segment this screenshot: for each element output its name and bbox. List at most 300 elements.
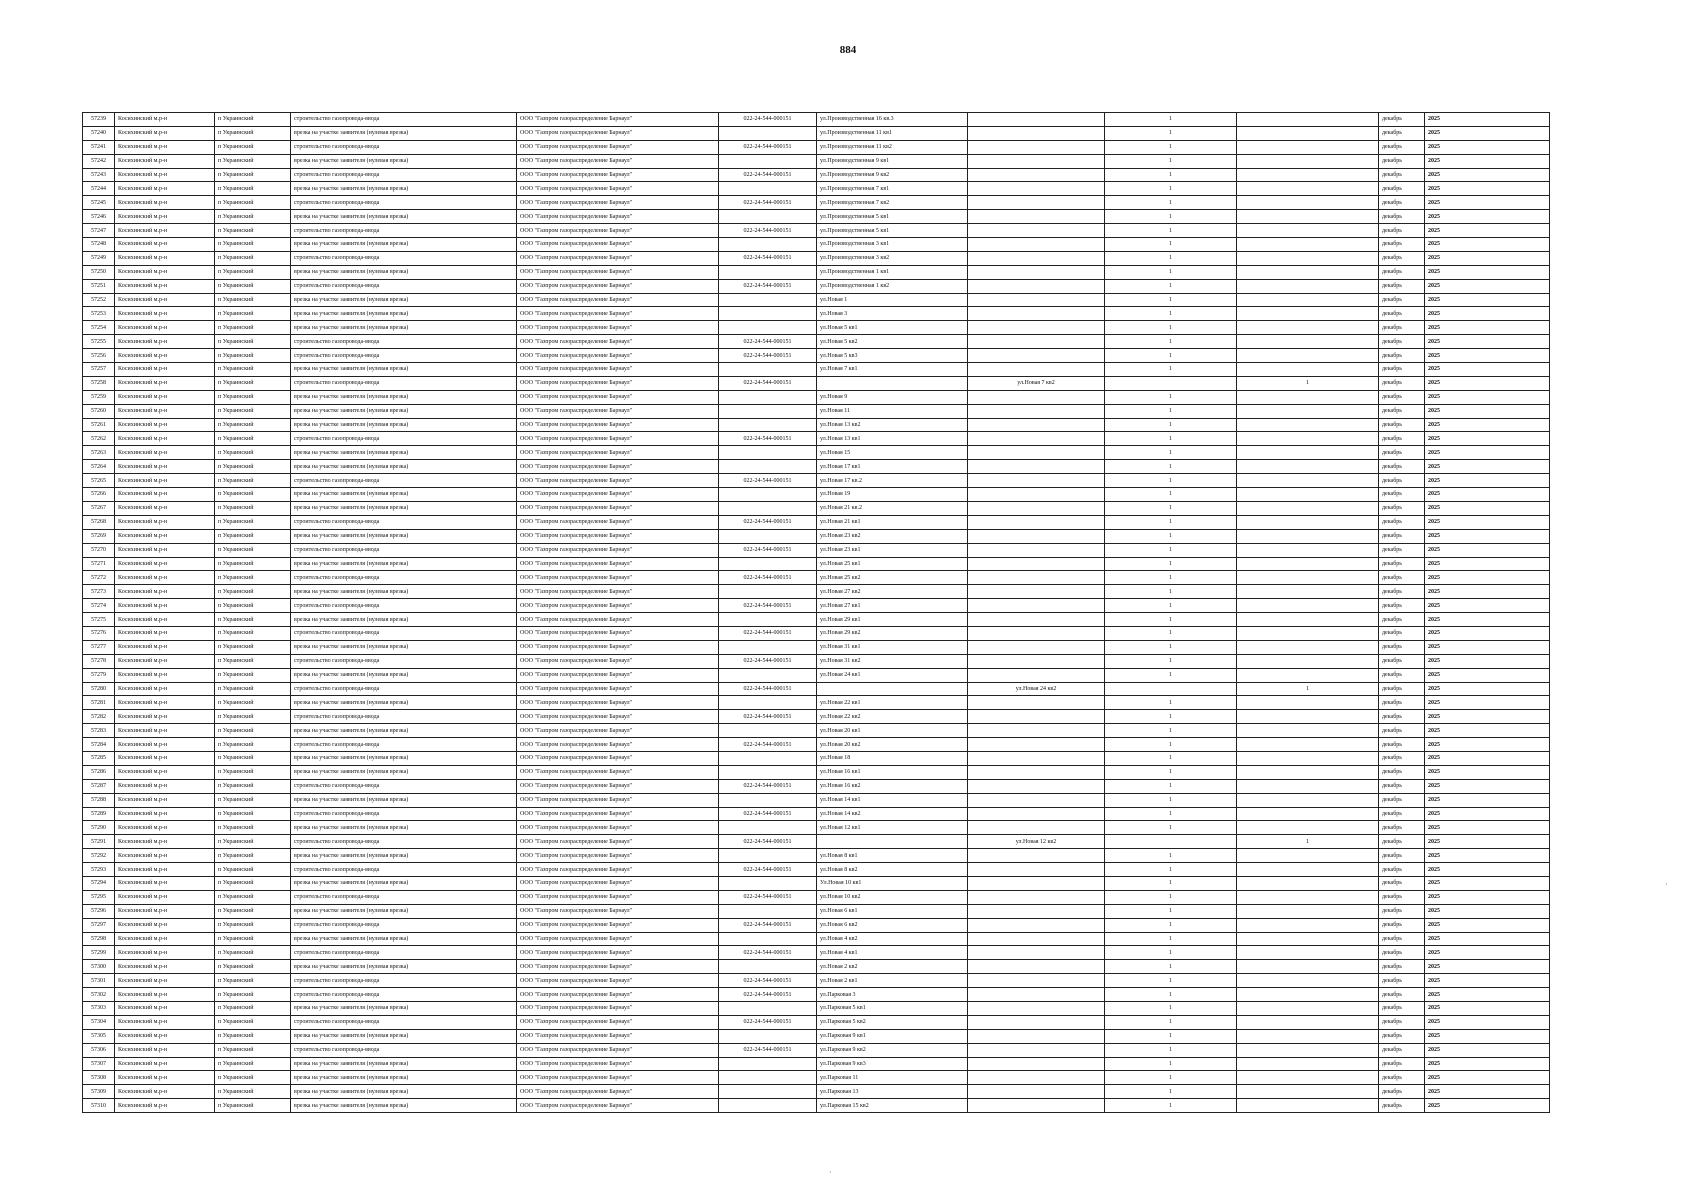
cell-year: 2025 <box>1425 1057 1550 1071</box>
cell-month: декабрь <box>1379 168 1425 182</box>
cell-district: Косихинский м.р-н <box>115 543 215 557</box>
cell-district: Косихинский м.р-н <box>115 376 215 390</box>
cell-year: 2025 <box>1425 571 1550 585</box>
cell-extra-address <box>968 432 1105 446</box>
cell-settlement: п Украинский <box>215 543 291 557</box>
cell-address: ул.Новая 11 <box>817 404 968 418</box>
cell-qty: 1 <box>1105 863 1237 877</box>
cell-extra-qty <box>1237 265 1379 279</box>
cell-id: 57273 <box>83 585 115 599</box>
scan-mark: · <box>829 1168 832 1177</box>
cell-year: 2025 <box>1425 960 1550 974</box>
cell-address: ул.Производственная 5 кв1 <box>817 224 968 238</box>
cell-qty: 1 <box>1105 335 1237 349</box>
cell-extra-qty <box>1237 446 1379 460</box>
cell-contract: 022-24-544-000151 <box>719 168 817 182</box>
cell-id: 57302 <box>83 988 115 1002</box>
cell-address <box>817 835 968 849</box>
cell-district: Косихинский м.р-н <box>115 696 215 710</box>
cell-address: ул.Парковая 15 кв2 <box>817 1099 968 1113</box>
cell-work: строительство газопровода-ввода <box>291 349 517 363</box>
cell-extra-address <box>968 710 1105 724</box>
cell-extra-address <box>968 1057 1105 1071</box>
table-row <box>83 1085 1550 1099</box>
cell-contract: 022-24-544-000151 <box>719 807 817 821</box>
cell-settlement: п Украинский <box>215 1071 291 1085</box>
cell-year: 2025 <box>1425 418 1550 432</box>
table-row <box>83 835 1550 849</box>
cell-year: 2025 <box>1425 460 1550 474</box>
cell-id: 57251 <box>83 279 115 293</box>
cell-district: Косихинский м.р-н <box>115 765 215 779</box>
cell-district: Косихинский м.р-н <box>115 835 215 849</box>
cell-contract <box>719 501 817 515</box>
cell-year: 2025 <box>1425 140 1550 154</box>
cell-qty: 1 <box>1105 626 1237 640</box>
cell-qty: 1 <box>1105 904 1237 918</box>
table-row <box>83 446 1550 460</box>
cell-extra-qty <box>1237 251 1379 265</box>
cell-settlement: п Украинский <box>215 613 291 627</box>
cell-id: 57278 <box>83 654 115 668</box>
cell-month: декабрь <box>1379 182 1425 196</box>
cell-extra-qty <box>1237 557 1379 571</box>
cell-qty: 1 <box>1105 321 1237 335</box>
cell-work: строительство газопровода-ввода <box>291 224 517 238</box>
cell-year: 2025 <box>1425 238 1550 252</box>
cell-extra-address <box>968 1015 1105 1029</box>
cell-district: Косихинский м.р-н <box>115 654 215 668</box>
cell-month: декабрь <box>1379 1015 1425 1029</box>
cell-work: врезка на участке заявителя (нулевая врезка) <box>291 640 517 654</box>
cell-month: декабрь <box>1379 751 1425 765</box>
cell-year: 2025 <box>1425 1085 1550 1099</box>
cell-extra-qty <box>1237 363 1379 377</box>
cell-district: Косихинский м.р-н <box>115 515 215 529</box>
cell-settlement: п Украинский <box>215 571 291 585</box>
cell-work: строительство газопровода-ввода <box>291 571 517 585</box>
cell-address: ул.Производственная 16 кв.3 <box>817 113 968 127</box>
cell-settlement: п Украинский <box>215 349 291 363</box>
table-row <box>83 168 1550 182</box>
cell-district: Косихинский м.р-н <box>115 849 215 863</box>
cell-extra-qty <box>1237 474 1379 488</box>
cell-qty: 1 <box>1105 210 1237 224</box>
cell-year: 2025 <box>1425 640 1550 654</box>
table-row <box>83 265 1550 279</box>
cell-settlement: п Украинский <box>215 515 291 529</box>
cell-district: Косихинский м.р-н <box>115 988 215 1002</box>
cell-extra-qty <box>1237 224 1379 238</box>
cell-settlement: п Украинский <box>215 432 291 446</box>
cell-extra-address <box>968 793 1105 807</box>
cell-extra-qty <box>1237 390 1379 404</box>
cell-month: декабрь <box>1379 279 1425 293</box>
table-row <box>83 182 1550 196</box>
cell-year: 2025 <box>1425 321 1550 335</box>
cell-id: 57291 <box>83 835 115 849</box>
cell-month: декабрь <box>1379 363 1425 377</box>
cell-contract <box>719 446 817 460</box>
cell-org: ООО "Газпром газораспределение Барнаул" <box>517 404 719 418</box>
cell-qty: 1 <box>1105 738 1237 752</box>
table-row <box>83 1029 1550 1043</box>
cell-address: ул.Новая 12 кв1 <box>817 821 968 835</box>
cell-contract: 022-24-544-000151 <box>719 251 817 265</box>
cell-district: Косихинский м.р-н <box>115 460 215 474</box>
cell-district: Косихинский м.р-н <box>115 557 215 571</box>
cell-extra-address: ул.Новая 7 кв2 <box>968 376 1105 390</box>
cell-contract <box>719 640 817 654</box>
cell-extra-address <box>968 210 1105 224</box>
cell-contract: 022-24-544-000151 <box>719 543 817 557</box>
cell-id: 57262 <box>83 432 115 446</box>
cell-org: ООО "Газпром газораспределение Барнаул" <box>517 363 719 377</box>
cell-contract <box>719 404 817 418</box>
cell-district: Косихинский м.р-н <box>115 613 215 627</box>
cell-id: 57267 <box>83 501 115 515</box>
cell-settlement: п Украинский <box>215 335 291 349</box>
cell-work: строительство газопровода-ввода <box>291 863 517 877</box>
cell-district: Косихинский м.р-н <box>115 168 215 182</box>
cell-address: ул.Новая 5 кв2 <box>817 335 968 349</box>
cell-address <box>817 682 968 696</box>
cell-org: ООО "Газпром газораспределение Барнаул" <box>517 821 719 835</box>
cell-work: врезка на участке заявителя (нулевая врезка) <box>291 293 517 307</box>
cell-district: Косихинский м.р-н <box>115 571 215 585</box>
cell-work: строительство газопровода-ввода <box>291 251 517 265</box>
cell-year: 2025 <box>1425 946 1550 960</box>
cell-contract <box>719 126 817 140</box>
cell-contract <box>719 265 817 279</box>
cell-extra-address <box>968 1099 1105 1113</box>
cell-extra-qty <box>1237 696 1379 710</box>
cell-qty: 1 <box>1105 140 1237 154</box>
cell-address: ул.Новая 17 кв.2 <box>817 474 968 488</box>
cell-work: строительство газопровода-ввода <box>291 168 517 182</box>
cell-contract: 022-24-544-000151 <box>719 196 817 210</box>
cell-qty: 1 <box>1105 613 1237 627</box>
cell-year: 2025 <box>1425 682 1550 696</box>
cell-work: строительство газопровода-ввода <box>291 376 517 390</box>
cell-address: ул.Новая 6 кв2 <box>817 918 968 932</box>
cell-district: Косихинский м.р-н <box>115 293 215 307</box>
cell-extra-address <box>968 765 1105 779</box>
cell-extra-address <box>968 751 1105 765</box>
cell-work: строительство газопровода-ввода <box>291 599 517 613</box>
cell-qty: 1 <box>1105 363 1237 377</box>
cell-month: декабрь <box>1379 1002 1425 1016</box>
cell-id: 57305 <box>83 1029 115 1043</box>
cell-id: 57258 <box>83 376 115 390</box>
cell-org: ООО "Газпром газораспределение Барнаул" <box>517 599 719 613</box>
cell-org: ООО "Газпром газораспределение Барнаул" <box>517 488 719 502</box>
cell-contract <box>719 696 817 710</box>
cell-month: декабрь <box>1379 154 1425 168</box>
cell-district: Косихинский м.р-н <box>115 432 215 446</box>
table-row <box>83 154 1550 168</box>
cell-extra-address <box>968 293 1105 307</box>
cell-qty: 1 <box>1105 974 1237 988</box>
cell-extra-address <box>968 363 1105 377</box>
cell-contract: 022-24-544-000151 <box>719 835 817 849</box>
cell-extra-qty <box>1237 585 1379 599</box>
cell-contract: 022-24-544-000151 <box>719 1015 817 1029</box>
cell-address: ул.Парковая 5 кв2 <box>817 1015 968 1029</box>
cell-extra-address <box>968 390 1105 404</box>
cell-org: ООО "Газпром газораспределение Барнаул" <box>517 446 719 460</box>
cell-qty: 1 <box>1105 529 1237 543</box>
cell-extra-address <box>968 196 1105 210</box>
cell-org: ООО "Газпром газораспределение Барнаул" <box>517 529 719 543</box>
cell-contract: 022-24-544-000151 <box>719 890 817 904</box>
cell-year: 2025 <box>1425 279 1550 293</box>
cell-qty: 1 <box>1105 126 1237 140</box>
table-row <box>83 113 1550 127</box>
cell-qty: 1 <box>1105 751 1237 765</box>
cell-org: ООО "Газпром газораспределение Барнаул" <box>517 974 719 988</box>
cell-district: Косихинский м.р-н <box>115 210 215 224</box>
cell-year: 2025 <box>1425 835 1550 849</box>
cell-work: строительство газопровода-ввода <box>291 710 517 724</box>
cell-work: врезка на участке заявителя (нулевая врезка) <box>291 1071 517 1085</box>
cell-work: врезка на участке заявителя (нулевая врезка) <box>291 529 517 543</box>
cell-org: ООО "Газпром газораспределение Барнаул" <box>517 1099 719 1113</box>
cell-id: 57298 <box>83 932 115 946</box>
cell-contract: 022-24-544-000151 <box>719 224 817 238</box>
cell-district: Косихинский м.р-н <box>115 279 215 293</box>
table-row <box>83 293 1550 307</box>
cell-settlement: п Украинский <box>215 182 291 196</box>
cell-settlement: п Украинский <box>215 488 291 502</box>
cell-settlement: п Украинский <box>215 849 291 863</box>
cell-year: 2025 <box>1425 751 1550 765</box>
cell-contract <box>719 613 817 627</box>
cell-extra-address <box>968 515 1105 529</box>
cell-qty: 1 <box>1105 474 1237 488</box>
cell-address: ул.Новая 10 кв2 <box>817 890 968 904</box>
cell-month: декабрь <box>1379 1085 1425 1099</box>
cell-settlement: п Украинский <box>215 626 291 640</box>
cell-extra-address <box>968 738 1105 752</box>
table-row <box>83 640 1550 654</box>
cell-settlement: п Украинский <box>215 557 291 571</box>
cell-work: врезка на участке заявителя (нулевая врезка) <box>291 1057 517 1071</box>
cell-id: 57265 <box>83 474 115 488</box>
cell-month: декабрь <box>1379 501 1425 515</box>
table-row <box>83 863 1550 877</box>
cell-district: Косихинский м.р-н <box>115 446 215 460</box>
cell-id: 57290 <box>83 821 115 835</box>
cell-work: врезка на участке заявителя (нулевая врезка) <box>291 265 517 279</box>
cell-org: ООО "Газпром газораспределение Барнаул" <box>517 571 719 585</box>
cell-contract: 022-24-544-000151 <box>719 474 817 488</box>
cell-district: Косихинский м.р-н <box>115 501 215 515</box>
cell-qty: 1 <box>1105 293 1237 307</box>
cell-district: Косихинский м.р-н <box>115 363 215 377</box>
cell-month: декабрь <box>1379 626 1425 640</box>
cell-district: Косихинский м.р-н <box>115 1071 215 1085</box>
cell-extra-address <box>968 321 1105 335</box>
cell-settlement: п Украинский <box>215 640 291 654</box>
cell-contract <box>719 529 817 543</box>
cell-address: ул.Производственная 5 кв1 <box>817 210 968 224</box>
cell-extra-address <box>968 474 1105 488</box>
cell-year: 2025 <box>1425 626 1550 640</box>
cell-extra-qty <box>1237 960 1379 974</box>
cell-year: 2025 <box>1425 349 1550 363</box>
cell-extra-address <box>968 571 1105 585</box>
cell-work: строительство газопровода-ввода <box>291 196 517 210</box>
cell-id: 57269 <box>83 529 115 543</box>
cell-qty: 1 <box>1105 224 1237 238</box>
cell-extra-qty <box>1237 710 1379 724</box>
table-row <box>83 793 1550 807</box>
cell-id: 57283 <box>83 724 115 738</box>
cell-district: Косихинский м.р-н <box>115 1002 215 1016</box>
cell-month: декабрь <box>1379 599 1425 613</box>
table-row <box>83 321 1550 335</box>
cell-contract <box>719 1029 817 1043</box>
cell-extra-qty <box>1237 988 1379 1002</box>
cell-work: врезка на участке заявителя (нулевая врезка) <box>291 613 517 627</box>
cell-qty: 1 <box>1105 1071 1237 1085</box>
cell-district: Косихинский м.р-н <box>115 807 215 821</box>
table-row <box>83 501 1550 515</box>
cell-org: ООО "Газпром газораспределение Барнаул" <box>517 210 719 224</box>
cell-extra-address <box>968 696 1105 710</box>
cell-year: 2025 <box>1425 890 1550 904</box>
cell-settlement: п Украинский <box>215 724 291 738</box>
cell-work: врезка на участке заявителя (нулевая врезка) <box>291 904 517 918</box>
cell-contract: 022-24-544-000151 <box>719 682 817 696</box>
cell-year: 2025 <box>1425 932 1550 946</box>
cell-address: ул.Новая 25 кв1 <box>817 557 968 571</box>
cell-work: строительство газопровода-ввода <box>291 779 517 793</box>
cell-qty: 1 <box>1105 279 1237 293</box>
cell-extra-qty <box>1237 543 1379 557</box>
cell-id: 57292 <box>83 849 115 863</box>
cell-extra-address <box>968 821 1105 835</box>
cell-contract <box>719 876 817 890</box>
cell-district: Косихинский м.р-н <box>115 307 215 321</box>
cell-address: ул.Новая 5 кв3 <box>817 349 968 363</box>
cell-work: строительство газопровода-ввода <box>291 835 517 849</box>
cell-qty: 1 <box>1105 501 1237 515</box>
cell-extra-qty <box>1237 1099 1379 1113</box>
cell-month: декабрь <box>1379 488 1425 502</box>
cell-settlement: п Украинский <box>215 585 291 599</box>
cell-qty: 1 <box>1105 543 1237 557</box>
cell-settlement: п Украинский <box>215 654 291 668</box>
cell-address: ул.Новая 4 кв2 <box>817 932 968 946</box>
cell-month: декабрь <box>1379 1071 1425 1085</box>
cell-extra-address <box>968 251 1105 265</box>
cell-year: 2025 <box>1425 1029 1550 1043</box>
cell-org: ООО "Газпром газораспределение Барнаул" <box>517 196 719 210</box>
cell-contract <box>719 793 817 807</box>
cell-address: ул.Новая 31 кв2 <box>817 654 968 668</box>
cell-district: Косихинский м.р-н <box>115 390 215 404</box>
cell-address: ул.Новая 29 кв2 <box>817 626 968 640</box>
cell-settlement: п Украинский <box>215 293 291 307</box>
cell-qty: 1 <box>1105 668 1237 682</box>
cell-id: 57276 <box>83 626 115 640</box>
cell-contract <box>719 1057 817 1071</box>
table-row <box>83 515 1550 529</box>
cell-extra-address <box>968 932 1105 946</box>
cell-address: ул.Производственная 9 кв1 <box>817 154 968 168</box>
cell-year: 2025 <box>1425 724 1550 738</box>
cell-id: 57293 <box>83 863 115 877</box>
cell-address: ул.Парковая 5 кв1 <box>817 1002 968 1016</box>
table-row <box>83 376 1550 390</box>
cell-work: врезка на участке заявителя (нулевая врезка) <box>291 696 517 710</box>
cell-year: 2025 <box>1425 293 1550 307</box>
cell-settlement: п Украинский <box>215 279 291 293</box>
cell-district: Косихинский м.р-н <box>115 154 215 168</box>
cell-address: ул.Новая 25 кв2 <box>817 571 968 585</box>
cell-org: ООО "Газпром газораспределение Барнаул" <box>517 376 719 390</box>
cell-extra-address <box>968 265 1105 279</box>
cell-address: ул.Новая 22 кв1 <box>817 696 968 710</box>
cell-extra-qty <box>1237 140 1379 154</box>
cell-address: ул.Новая 19 <box>817 488 968 502</box>
cell-contract: 022-24-544-000151 <box>719 738 817 752</box>
cell-org: ООО "Газпром газораспределение Барнаул" <box>517 1043 719 1057</box>
cell-qty: 1 <box>1105 710 1237 724</box>
cell-year: 2025 <box>1425 1015 1550 1029</box>
cell-month: декабрь <box>1379 1029 1425 1043</box>
cell-contract <box>719 210 817 224</box>
cell-org: ООО "Газпром газораспределение Барнаул" <box>517 807 719 821</box>
cell-work: врезка на участке заявителя (нулевая врезка) <box>291 668 517 682</box>
table-row <box>83 432 1550 446</box>
cell-month: декабрь <box>1379 696 1425 710</box>
cell-qty: 1 <box>1105 849 1237 863</box>
cell-district: Косихинский м.р-н <box>115 113 215 127</box>
cell-contract: 022-24-544-000151 <box>719 946 817 960</box>
cell-year: 2025 <box>1425 113 1550 127</box>
cell-id: 57245 <box>83 196 115 210</box>
cell-org: ООО "Газпром газораспределение Барнаул" <box>517 432 719 446</box>
cell-qty: 1 <box>1105 946 1237 960</box>
cell-extra-address <box>968 807 1105 821</box>
table-row <box>83 626 1550 640</box>
cell-year: 2025 <box>1425 876 1550 890</box>
cell-year: 2025 <box>1425 849 1550 863</box>
cell-qty: 1 <box>1105 460 1237 474</box>
cell-month: декабрь <box>1379 557 1425 571</box>
cell-month: декабрь <box>1379 849 1425 863</box>
cell-id: 57310 <box>83 1099 115 1113</box>
cell-settlement: п Украинский <box>215 1043 291 1057</box>
cell-id: 57309 <box>83 1085 115 1099</box>
cell-address: ул.Новая 17 кв1 <box>817 460 968 474</box>
cell-settlement: п Украинский <box>215 418 291 432</box>
cell-id: 57253 <box>83 307 115 321</box>
cell-id: 57268 <box>83 515 115 529</box>
cell-work: врезка на участке заявителя (нулевая врезка) <box>291 363 517 377</box>
table-row <box>83 751 1550 765</box>
table-row <box>83 904 1550 918</box>
cell-settlement: п Украинский <box>215 168 291 182</box>
cell-id: 57272 <box>83 571 115 585</box>
cell-month: декабрь <box>1379 376 1425 390</box>
cell-settlement: п Украинский <box>215 599 291 613</box>
cell-id: 57254 <box>83 321 115 335</box>
cell-extra-qty <box>1237 488 1379 502</box>
